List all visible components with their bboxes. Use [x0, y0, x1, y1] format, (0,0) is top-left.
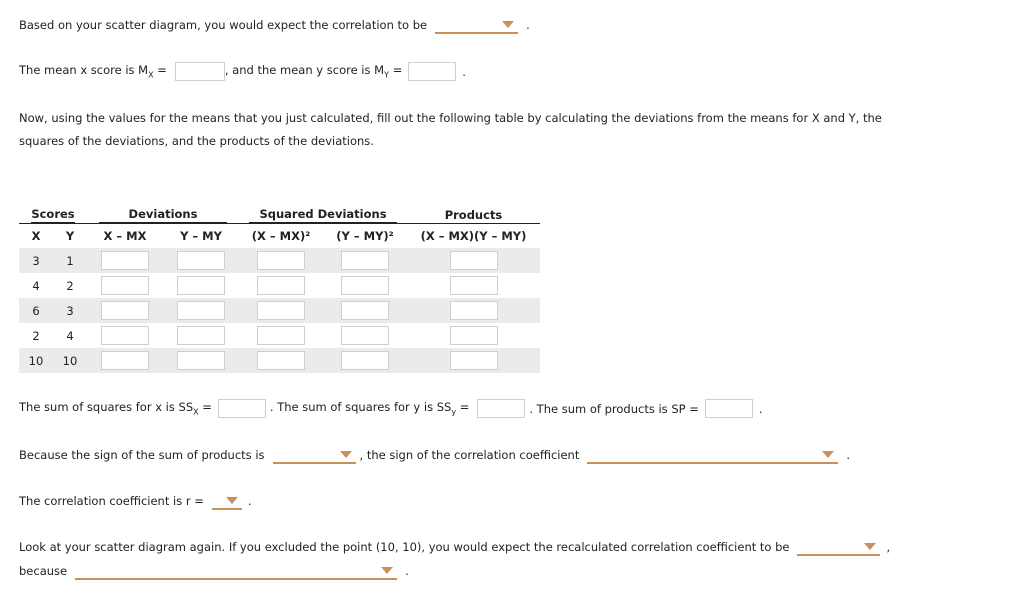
col-header-x-dev: X – MX [87, 224, 163, 249]
y-value: 10 [53, 348, 87, 373]
y-value: 2 [66, 278, 74, 293]
question-means [19, 62, 466, 81]
table-row [19, 298, 540, 323]
period: . [462, 64, 466, 79]
correlation-sign-dropdown[interactable] [587, 446, 838, 464]
x-squared-input[interactable] [257, 276, 305, 295]
mean-y-input[interactable] [408, 62, 456, 81]
product-input[interactable] [450, 301, 498, 320]
table-row [19, 273, 540, 298]
question-correlation-expectation [19, 16, 530, 34]
x-deviation-input[interactable] [101, 326, 149, 345]
y-value: 4 [66, 328, 74, 343]
sp-input[interactable] [705, 399, 753, 418]
chevron-down-icon [864, 543, 876, 550]
y-squared-input[interactable] [341, 326, 389, 345]
y-deviation-input[interactable] [177, 276, 225, 295]
product-input[interactable] [450, 276, 498, 295]
y-value: 1 [53, 248, 87, 273]
table-row [19, 248, 540, 273]
y-deviation-input[interactable] [177, 251, 225, 270]
product-input[interactable] [450, 326, 498, 345]
x-squared-input[interactable] [257, 326, 305, 345]
r-dropdown[interactable] [212, 492, 242, 510]
instructions-text: Now, using the values for the means that you just calculated, fill out the following table by calculating the deviations from the means for X and Y, the squares of the deviations, and the products of the deviations. [19, 111, 882, 148]
product-input[interactable] [450, 251, 498, 270]
x-value: 3 [19, 248, 53, 273]
because-label: because [19, 564, 68, 578]
question-r [19, 492, 252, 510]
mean-x-input[interactable] [175, 62, 225, 81]
col-header-x-sq: (X – MX)² [239, 224, 323, 249]
question-because [19, 562, 409, 580]
r-label: The correlation coefficient is r = [19, 494, 204, 508]
ssx-input[interactable] [218, 399, 266, 418]
product-input[interactable] [450, 351, 498, 370]
question-sums [19, 399, 763, 418]
y-squared-input[interactable] [341, 251, 389, 270]
group-header-squared: Squared Deviations [239, 201, 407, 224]
deviations-table [19, 201, 540, 373]
period: . [526, 18, 530, 32]
chevron-down-icon [381, 567, 393, 574]
ssy-input[interactable] [477, 399, 525, 418]
chevron-down-icon [226, 497, 238, 504]
period: . [247, 494, 252, 508]
x-squared-input[interactable] [257, 251, 305, 270]
x-squared-input[interactable] [257, 301, 305, 320]
table-row [19, 348, 540, 373]
because-dropdown[interactable] [75, 562, 397, 580]
y-deviation-input[interactable] [177, 326, 225, 345]
col-header-y-sq: (Y – MY)² [323, 224, 407, 249]
y-squared-input[interactable] [341, 276, 389, 295]
x-value: 2 [32, 328, 40, 343]
x-deviation-input[interactable] [101, 351, 149, 370]
question-sign [19, 446, 850, 464]
chevron-down-icon [340, 451, 352, 458]
col-header-y: Y [53, 224, 87, 249]
table-row [19, 323, 540, 348]
sign-middle: , the sign of the correlation coefficient [359, 448, 580, 462]
period: . [405, 564, 409, 578]
col-header-x: X [19, 224, 53, 249]
x-deviation-input[interactable] [101, 301, 149, 320]
mean-y-label: , and the mean y score is $M_Y$ = [224, 63, 403, 80]
correlation-expectation-dropdown[interactable] [435, 16, 518, 34]
period: . [758, 401, 763, 416]
y-deviation-input[interactable] [177, 301, 225, 320]
chevron-down-icon [502, 21, 514, 28]
mean-x-label: The mean x score is $M_X$ = [19, 63, 167, 80]
question-recalc [19, 538, 890, 556]
sp-label: . The sum of products is SP = [529, 401, 699, 416]
question-text: Based on your scatter diagram, you would expect the correlation to be [19, 18, 428, 32]
x-value: 6 [19, 298, 53, 323]
chevron-down-icon [822, 451, 834, 458]
recalc-dropdown[interactable] [797, 538, 880, 556]
sp-sign-dropdown[interactable] [273, 446, 356, 464]
comma: , [886, 540, 891, 554]
col-header-product: (X – MX)(Y – MY) [407, 224, 540, 249]
recalc-text: Look at your scatter diagram again. If you excluded the point (10, 10), you would expect the recalculated correlation coefficient to be [19, 540, 790, 554]
col-header-y-dev: Y – MY [163, 224, 239, 249]
x-value: 10 [19, 348, 53, 373]
ssx-label: The sum of squares for x is $SS_X$ = [19, 400, 212, 417]
x-deviation-input[interactable] [101, 276, 149, 295]
group-header-scores: Scores [31, 207, 75, 221]
y-deviation-input[interactable] [177, 351, 225, 370]
x-value: 4 [32, 278, 40, 293]
group-header-products: Products [444, 208, 503, 222]
x-deviation-input[interactable] [101, 251, 149, 270]
group-header-deviations: Deviations [87, 201, 239, 224]
x-squared-input[interactable] [257, 351, 305, 370]
ssy-label: . The sum of squares for y is $SS_y$ = [269, 400, 470, 417]
y-squared-input[interactable] [341, 351, 389, 370]
y-value: 3 [53, 298, 87, 323]
y-squared-input[interactable] [341, 301, 389, 320]
sign-prefix: Because the sign of the sum of products is [19, 448, 265, 462]
period: . [846, 448, 851, 462]
